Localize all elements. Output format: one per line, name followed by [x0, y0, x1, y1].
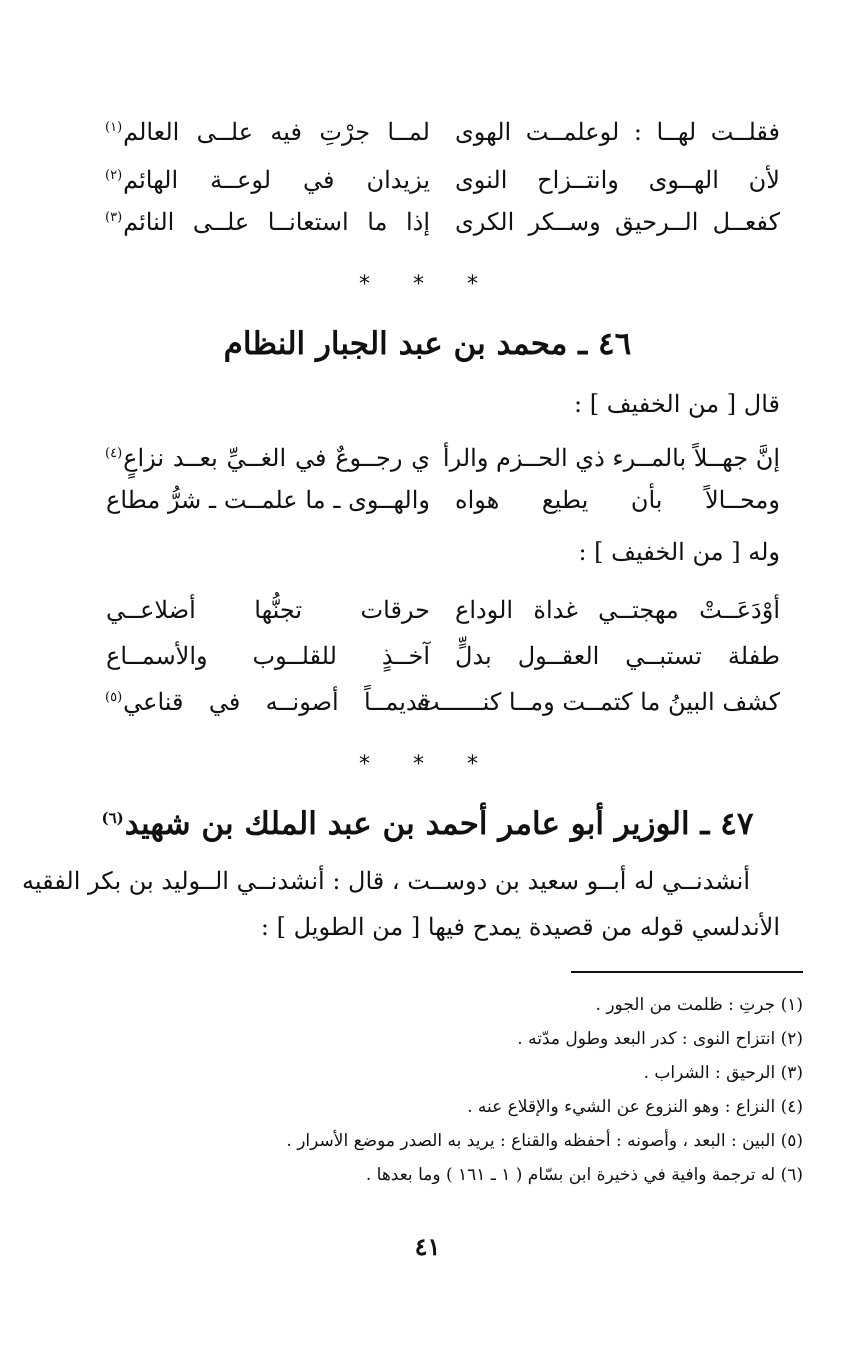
footnote: (١) جرتِ : ظلمت من الجور .	[595, 995, 803, 1015]
verse-second-hemistich	[105, 444, 430, 472]
verse-second-hemistich	[105, 596, 430, 624]
verse-intro: وله [ من الخفيف ] :	[578, 538, 780, 566]
verse	[105, 634, 780, 678]
verse-first-hemistich: كفعــل الــرحيق وســكر الكرى	[455, 208, 780, 236]
paragraph-line: أنشدنــي له أبــو سعيد بن دوســت ، قال : أنشدنــي الــوليد بن بكر الفقيه	[21, 867, 750, 895]
verse	[105, 110, 780, 154]
verse-second-hemistich	[105, 118, 430, 146]
paragraph-line: الأندلسي قوله من قصيدة يمدح فيها [ من الطويل ] :	[260, 913, 780, 941]
section-heading	[60, 806, 795, 842]
verse	[105, 436, 780, 480]
hemistich-text: إذا ما استعانــا علــى النائم	[123, 208, 430, 236]
section-separator: * * *	[359, 752, 496, 777]
verse-first-hemistich: فقلــت لهــا : لوعلمــت الهوى	[455, 118, 780, 146]
verse	[105, 478, 780, 522]
hemistich-text: آخــذٍ للقلــوب والأسمــاع	[106, 642, 430, 670]
hemistich-text: يزيدان في لوعــة الهائم	[123, 166, 430, 194]
hemistich-text: قديمــاً أصونــه في قناعي	[123, 688, 430, 716]
paragraph	[21, 858, 780, 950]
footnote-reference: (١)	[105, 120, 123, 135]
verse	[105, 680, 780, 724]
footnote: (٣) الرحيق : الشراب .	[643, 1063, 803, 1083]
hemistich-text: حرقات تجنُّها أضلاعــي	[106, 596, 430, 624]
hemistich-text: ي رجــوعٌ في الغــيِّ بعــد نزاعٍ	[123, 444, 430, 472]
section-separator: * * *	[359, 272, 496, 297]
verse-first-hemistich: لأن الهــوى وانتــزاح النوى	[455, 166, 780, 194]
verse-first-hemistich: إنَّ جهــلاً بالمــرء ذي الحــزم والرأ	[442, 444, 780, 472]
footnote-divider	[571, 971, 803, 973]
footnote: (٦) له ترجمة وافية في ذخيرة ابن بسّام ( ١ ـ ١٦١ ) وما بعدها .	[365, 1165, 803, 1185]
footnote-reference: (٢)	[105, 168, 123, 183]
footnote: (٤) النزاع : وهو النزوع عن الشيء والإقلاع عنه .	[467, 1097, 803, 1117]
hemistich-text: لمــا جرْتِ فيه علــى العالم	[123, 118, 430, 146]
verse-first-hemistich: أوْدَعَــتْ مهجتــي غداة الوداع	[455, 596, 780, 624]
verse-first-hemistich: طفلة تستبــي العقــول بدلٍّ	[455, 642, 780, 670]
footnote-reference: (٤)	[105, 446, 123, 461]
hemistich-text: والهــوى ـ ما علمــت ـ شرُّ مطاع	[106, 486, 430, 514]
verse-second-hemistich	[105, 688, 430, 716]
verse	[105, 158, 780, 202]
verse	[105, 588, 780, 632]
footnote-reference: (٣)	[105, 210, 123, 225]
verse-second-hemistich	[105, 166, 430, 194]
verse-first-hemistich: ومحــالاً بأن يطيع هواه	[455, 486, 780, 514]
verse-second-hemistich	[105, 486, 430, 514]
footnote: (٢) انتزاح النوى : كدر البعد وطول مدّته .	[517, 1029, 803, 1049]
section-heading: ٤٦ ـ محمد بن عبد الجبار النظام	[223, 326, 632, 362]
heading-text: ٤٧ ـ الوزير أبو عامر أحمد بن عبد الملك بن شهيد	[124, 806, 754, 842]
footnote-reference: (٥)	[105, 690, 123, 705]
page-number: ٤١	[414, 1232, 441, 1261]
verse-second-hemistich	[105, 642, 430, 670]
verse-intro: قال [ من الخفيف ] :	[573, 390, 780, 418]
verse-first-hemistich: كشف البينُ ما كتمــت ومــا كنــــــت	[416, 688, 780, 716]
footnote: (٥) البين : البعد ، وأصونه : أحفظه والقناع : يريد به الصدر موضع الأسرار .	[286, 1131, 803, 1151]
footnotes	[286, 988, 803, 1192]
verse	[105, 200, 780, 244]
footnote-reference: (٦)	[101, 808, 124, 827]
verse-second-hemistich	[105, 208, 430, 236]
